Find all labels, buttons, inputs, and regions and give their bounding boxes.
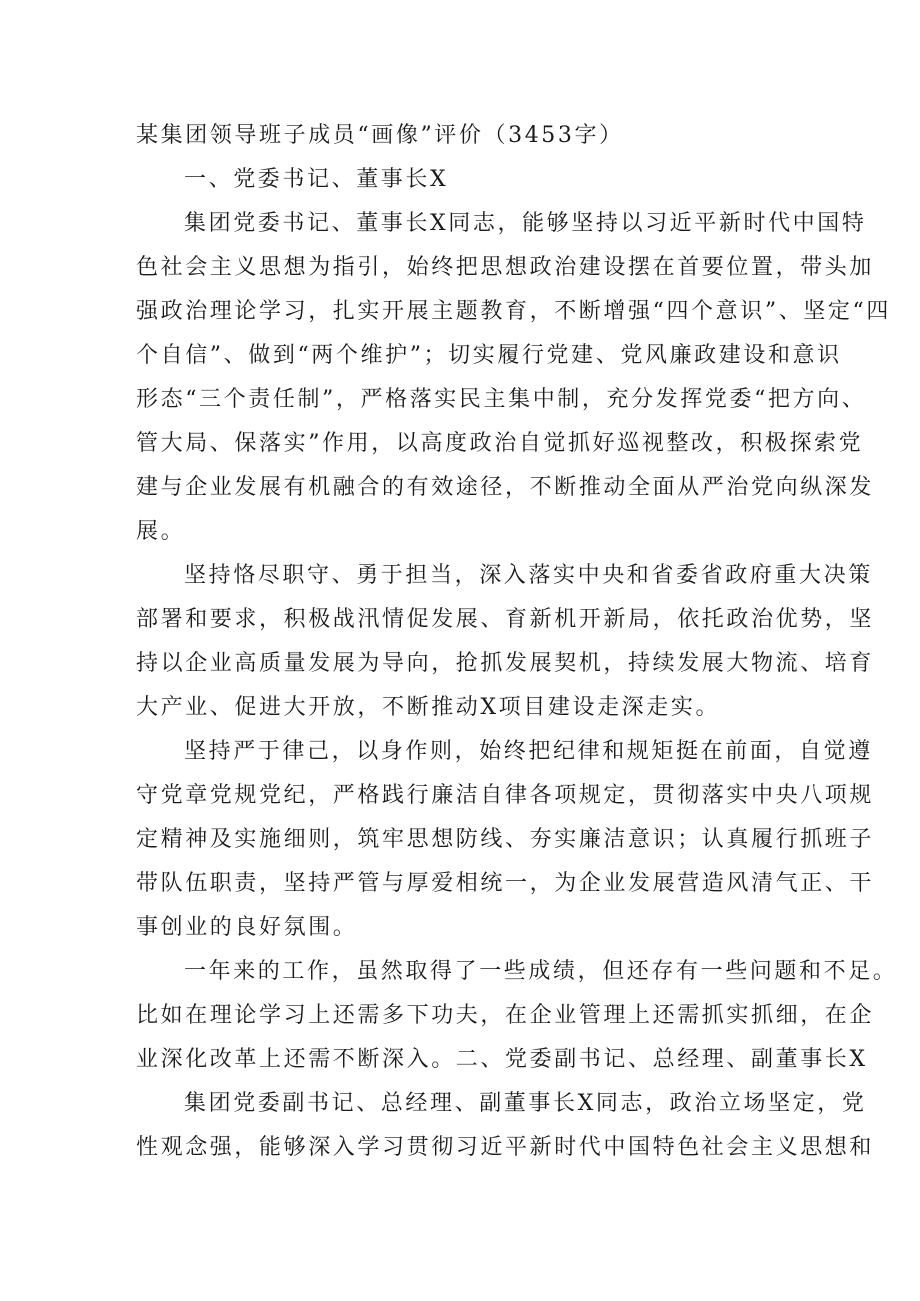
- paragraph-2: [136, 554, 875, 730]
- paragraph-line: 坚持恪尽职守、勇于担当，深入落实中央和省委省政府重大决策: [184, 563, 873, 588]
- paragraph-line: 展。: [136, 519, 186, 544]
- paragraph-1: [136, 202, 891, 554]
- document-title: 某集团领导班子成员“画像”评价（3453字）: [136, 123, 624, 148]
- paragraph-line: 个自信”、做到“两个维护”；切实履行党建、党风廉政建设和意识: [136, 343, 842, 368]
- section-heading-1: 一、党委书记、董事长X: [184, 167, 449, 192]
- paragraph-line: 一年来的工作，虽然取得了一些成绩，但还存有一些问题和不足。: [184, 959, 898, 984]
- paragraph-line: 带队伍职责，坚持严管与厚爱相统一，为企业发展营造风清气正、干: [136, 871, 875, 896]
- paragraph-4: [136, 950, 898, 1082]
- paragraph-5: [136, 1082, 875, 1170]
- paragraph-line: 业深化改革上还需不断深入。二、党委副书记、总经理、副董事长X: [136, 1047, 868, 1072]
- paragraph-line: 定精神及实施细则，筑牢思想防线、夯实廉洁意识；认真履行抓班子: [136, 827, 875, 852]
- paragraph-line: 事创业的良好氛围。: [136, 915, 358, 940]
- paragraph-line: 建与企业发展有机融合的有效途径，不断推动全面从严治党向纵深发: [136, 475, 875, 500]
- document-body: [136, 114, 898, 1170]
- paragraph-line: 形态“三个责任制”，严格落实民主集中制，充分发挥党委“把方向、: [136, 387, 867, 412]
- paragraph-line: 色社会主义思想为指引，始终把思想政治建设摆在首要位置，带头加: [136, 255, 875, 280]
- paragraph-line: 强政治理论学习，扎实开展主题教育，不断增强“四个意识”、坚定“四: [136, 299, 891, 324]
- paragraph-line: 大产业、促进大开放，不断推动X项目建设走深走实。: [136, 695, 721, 720]
- paragraph-line: 集团党委副书记、总经理、副董事长X同志，政治立场坚定，党: [184, 1091, 867, 1116]
- paragraph-line: 性观念强，能够深入学习贯彻习近平新时代中国特色社会主义思想和: [136, 1135, 875, 1160]
- paragraph-line: 守党章党规党纪，严格践行廉洁自律各项规定，贯彻落实中央八项规: [136, 783, 875, 808]
- paragraph-line: 坚持严于律己，以身作则，始终把纪律和规矩挺在前面，自觉遵: [184, 739, 873, 764]
- paragraph-line: 集团党委书记、董事长X同志，能够坚持以习近平新时代中国特: [184, 211, 867, 236]
- paragraph-line: 部署和要求，积极战汛情促发展、育新机开新局，依托政治优势，坚: [136, 607, 875, 632]
- paragraph-line: 持以企业高质量发展为导向，抢抓发展契机，持续发展大物流、培育: [136, 651, 875, 676]
- paragraph-line: 比如在理论学习上还需多下功夫，在企业管理上还需抓实抓细，在企: [136, 1003, 875, 1028]
- paragraph-3: [136, 730, 875, 950]
- paragraph-line: 管大局、保落实”作用，以高度政治自觉抓好巡视整改，积极探索党: [136, 431, 864, 456]
